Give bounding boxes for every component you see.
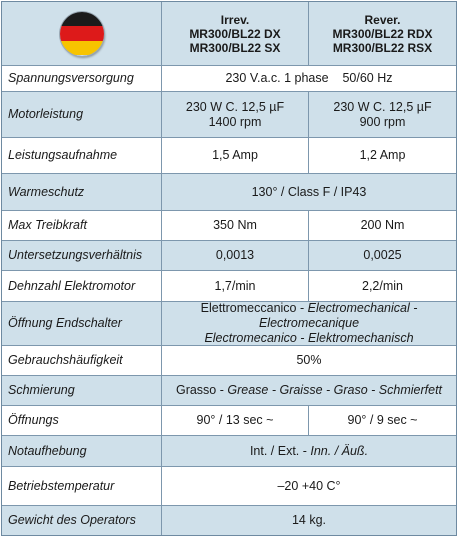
value-part-plain: Int. / Ext. - bbox=[249, 443, 311, 458]
row-label: Gebrauchshäufigkeit bbox=[2, 346, 162, 375]
row-notaufhebung bbox=[2, 436, 456, 467]
row-value: 14 kg. bbox=[291, 513, 327, 527]
row-value bbox=[162, 302, 456, 345]
row-label: Öffnungs bbox=[2, 406, 162, 435]
value-part-italic: Inn. / Äuß. bbox=[310, 443, 369, 458]
row-label: Max Treibkraft bbox=[2, 211, 162, 240]
row-value: 50% bbox=[296, 353, 322, 367]
row-label: Warmeschutz bbox=[2, 174, 162, 210]
value-text: 230 V.a.c. 1 phase 50/60 Hz bbox=[225, 71, 393, 85]
row-motorleistung bbox=[2, 92, 456, 138]
row-gewicht-des-operators bbox=[2, 506, 456, 535]
rever-value: 90° / 9 sec ~ bbox=[347, 413, 418, 427]
row-label: Notaufhebung bbox=[2, 436, 162, 466]
row-label: Spannungsversorgung bbox=[2, 66, 162, 91]
rever-value: 2,2/min bbox=[362, 278, 403, 293]
rever-value: 0,0025 bbox=[363, 248, 402, 262]
row-untersetzungsverhaeltnis bbox=[2, 241, 456, 271]
row-label: Schmierung bbox=[2, 376, 162, 405]
row-label: Betriebstemperatur bbox=[2, 467, 162, 505]
row-dehnzahl-elektromotor bbox=[2, 271, 456, 302]
flag-red-stripe bbox=[60, 26, 104, 41]
row-label: Untersetzungsverhältnis bbox=[2, 241, 162, 270]
value-line: 230 W C. 12,5 µF bbox=[185, 99, 285, 114]
header-rever bbox=[309, 2, 456, 65]
header-irrev bbox=[162, 2, 309, 65]
row-label: Motorleistung bbox=[2, 92, 162, 137]
row-warmeschutz bbox=[2, 174, 456, 211]
value-line: 900 rpm bbox=[359, 114, 406, 129]
row-value bbox=[162, 376, 456, 405]
irrev-value: 1,7/min bbox=[162, 271, 309, 301]
row-gebrauchshaeufigkeit bbox=[2, 346, 456, 376]
row-value bbox=[162, 66, 456, 91]
irrev-title: Irrev. bbox=[220, 12, 250, 27]
irrev-value: 350 Nm bbox=[162, 211, 309, 240]
row-schmierung bbox=[2, 376, 456, 406]
row-label: Gewicht des Operators bbox=[2, 506, 162, 535]
row-max-treibkraft bbox=[2, 211, 456, 241]
value-line: 230 W C. 12,5 µF bbox=[333, 99, 432, 114]
rever-value bbox=[309, 92, 456, 137]
rever-value: 1,2 Amp bbox=[359, 148, 406, 162]
row-value: 130° / Class F / IP43 bbox=[251, 184, 367, 199]
flag-gold-stripe bbox=[60, 41, 104, 56]
value-line-1 bbox=[162, 301, 456, 331]
value-line: 1400 rpm bbox=[208, 114, 262, 129]
value-part-italic: Electromechanical - Electromecanique bbox=[258, 301, 418, 330]
flag-black-stripe bbox=[60, 12, 104, 27]
row-value: –20 +40 C° bbox=[277, 478, 341, 493]
rever-model-rsx: MR300/BL22 RSX bbox=[332, 40, 433, 55]
rever-model-rdx: MR300/BL22 RDX bbox=[332, 26, 433, 41]
irrev-model-dx: MR300/BL22 DX bbox=[189, 26, 281, 41]
row-oeffnung-endschalter bbox=[2, 302, 456, 346]
specs-table bbox=[1, 1, 457, 536]
value-part-plain: Grasso - bbox=[175, 383, 228, 397]
row-leistungsaufnahme bbox=[2, 138, 456, 174]
irrev-value: 0,0013 bbox=[162, 241, 309, 270]
row-spannungsversorgung bbox=[2, 66, 456, 92]
irrev-value: 1,5 Amp bbox=[162, 138, 309, 173]
irrev-value bbox=[162, 92, 309, 137]
row-label: Dehnzahl Elektromotor bbox=[2, 271, 162, 301]
row-oeffnungs bbox=[2, 406, 456, 436]
value-line-2: Electromecanico - Elektromechanisch bbox=[204, 331, 414, 345]
value-part-plain: Elettromeccanico - bbox=[200, 301, 308, 315]
rever-value: 200 Nm bbox=[360, 218, 405, 232]
germany-flag-icon bbox=[60, 12, 104, 56]
header-row bbox=[2, 2, 456, 66]
row-betriebstemperatur bbox=[2, 467, 456, 506]
irrev-value: 90° / 13 sec ~ bbox=[162, 406, 309, 435]
irrev-model-sx: MR300/BL22 SX bbox=[189, 40, 281, 55]
row-label: Öffnung Endschalter bbox=[2, 302, 162, 345]
rever-title: Rever. bbox=[364, 12, 401, 27]
row-value bbox=[162, 436, 456, 466]
flag-cell bbox=[2, 2, 162, 65]
row-label: Leistungsaufnahme bbox=[2, 138, 162, 173]
value-part-italic: Grease - Graisse - Graso - Schmierfett bbox=[227, 383, 443, 397]
